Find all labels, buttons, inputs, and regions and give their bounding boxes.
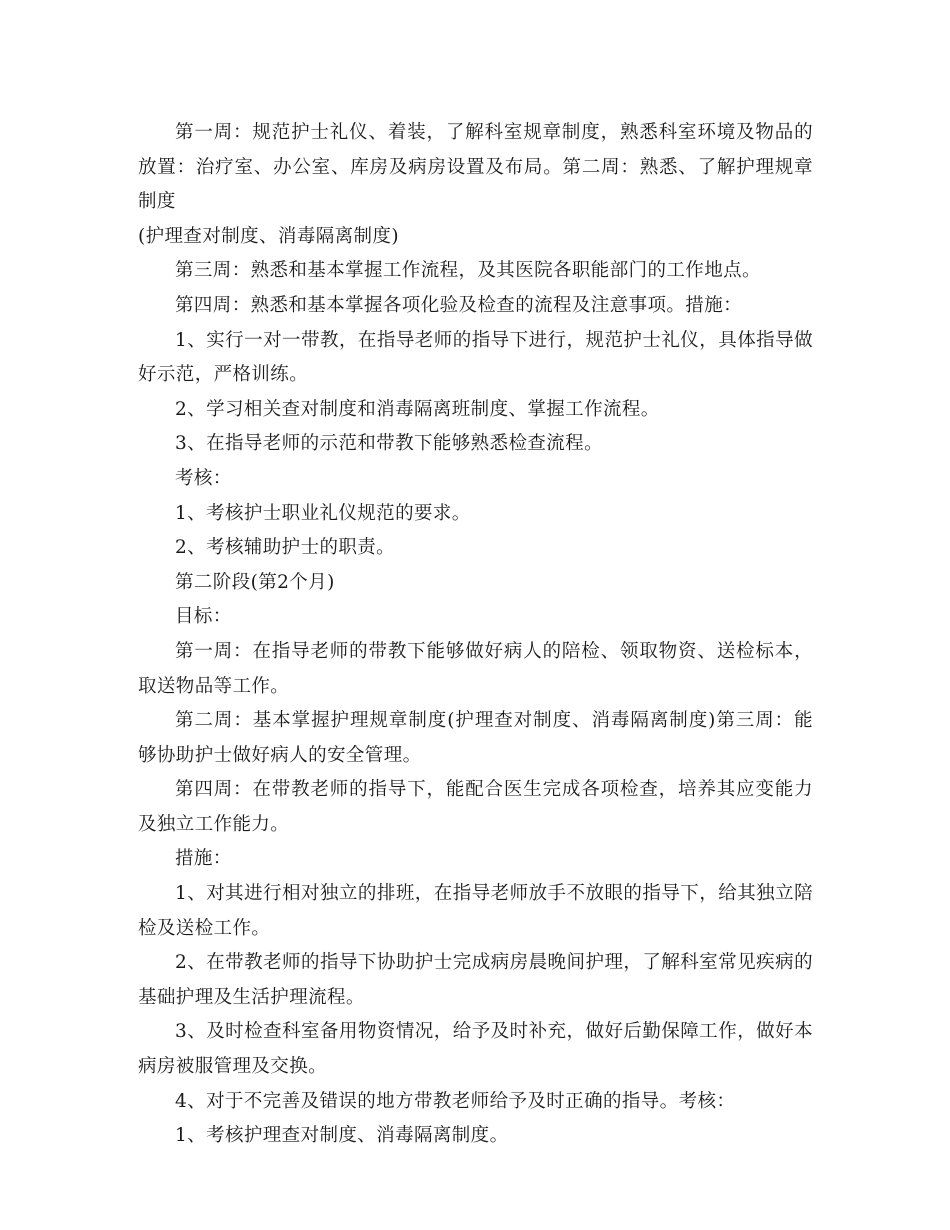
paragraph-assessment-1: 1、考核护士职业礼仪规范的要求。 [175, 502, 471, 524]
paragraph-week4: 第四周：熟悉和基本掌握各项化验及检查的流程及注意事项。措施： [175, 294, 743, 316]
paragraph-measure-2: 2、学习相关查对制度和消毒隔离班制度、掌握工作流程。 [175, 398, 660, 420]
paragraph-measures-heading: 措施： [175, 848, 232, 870]
paragraph-stage2-measure-1: 1、对其进行相对独立的排班，在指导老师放手不放眼的指导下，给其独立陪检及送检工作。 [138, 883, 813, 939]
paragraph-measure-3: 3、在指导老师的示范和带教下能够熟悉检查流程。 [175, 433, 603, 455]
section-heading-stage-2: 第二阶段(第2个月) [175, 571, 335, 593]
paragraph-stage2-measure-4: 4、对于不完善及错误的地方带教老师给予及时正确的指导。考核： [175, 1090, 736, 1112]
paragraph-assessment-heading: 考核： [175, 467, 232, 489]
paragraph-week1: 第一周：规范护士礼仪、着装，了解科室规章制度，熟悉科室环境及物品的放置：治疗室、办公室、库房及病房设置及布局。第二周：熟悉、了解护理规章制度 [138, 122, 813, 213]
paragraph-goal-heading: 目标： [175, 606, 232, 628]
paragraph-stage2-measure-2: 2、在带教老师的指导下协助护士完成病房晨晚间护理，了解科室常见疾病的基础护理及生活护理流程。 [138, 952, 813, 1008]
paragraph-measure-1: 1、实行一对一带教，在指导老师的指导下进行，规范护士礼仪，具体指导做好示范，严格训练。 [138, 329, 813, 386]
paragraph-week1-cont: (护理查对制度、消毒隔离制度) [138, 225, 399, 247]
paragraph-assessment-2: 2、考核辅助护士的职责。 [175, 537, 396, 559]
paragraph-stage2-week1: 第一周：在指导老师的带教下能够做好病人的陪检、领取物资、送检标本，取送物品等工作。 [138, 640, 813, 697]
paragraph-stage2-week2: 第二周：基本掌握护理规章制度(护理查对制度、消毒隔离制度)第三周：能够协助护士做好病人的安全管理。 [138, 710, 813, 766]
paragraph-stage2-assessment-1: 1、考核护理查对制度、消毒隔离制度。 [175, 1125, 509, 1147]
paragraph-stage2-week4: 第四周：在带教老师的指导下，能配合医生完成各项检查，培养其应变能力及独立工作能力。 [138, 779, 813, 835]
paragraph-stage2-measure-3: 3、及时检查科室备用物资情况，给予及时补充，做好后勤保障工作，做好本病房被服管理及交换。 [138, 1021, 813, 1078]
paragraph-week3: 第三周：熟悉和基本掌握工作流程，及其医院各职能部门的工作地点。 [175, 260, 761, 282]
document-body [138, 116, 813, 1154]
